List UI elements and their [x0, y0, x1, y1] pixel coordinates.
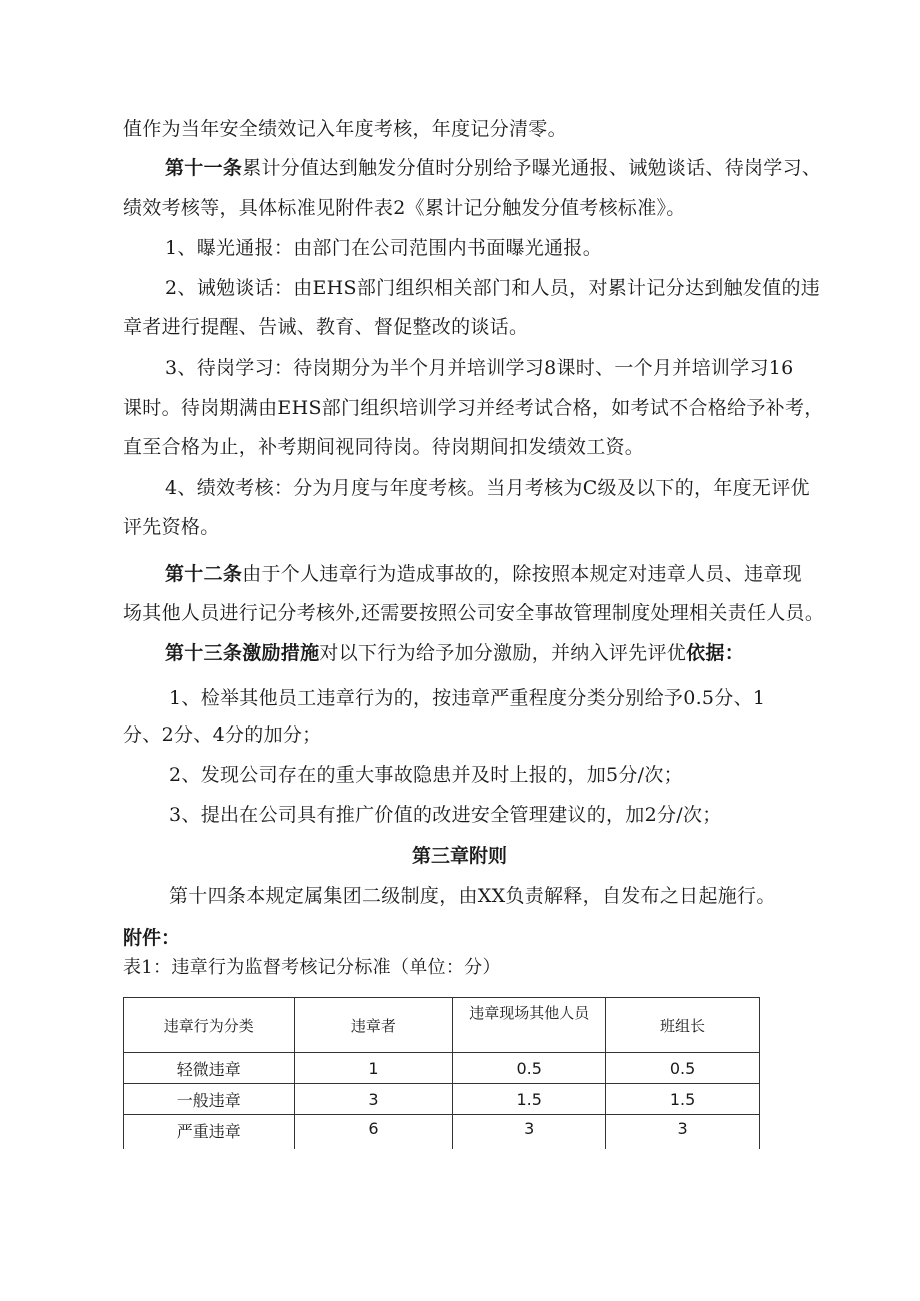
article-text: 累计分值达到触发分值时分别给予曝光通报、诫勉谈话、待岗学习、 [242, 157, 822, 179]
paragraph-line: 1、检举其他员工违章行为的，按违章严重程度分类分别给予0.5分、1 [169, 687, 766, 709]
table-cell: 1 [294, 1053, 453, 1084]
paragraph-line: 评先资格。 [123, 516, 220, 538]
article-11 [165, 155, 821, 181]
table-cell: 1.5 [606, 1084, 760, 1115]
table-cell: 一般违章 [124, 1084, 295, 1115]
article-number: 第十三条激励措施 [165, 642, 320, 664]
table-row [124, 1084, 760, 1115]
table-cell: 严重违章 [124, 1115, 295, 1150]
table-row [124, 1115, 760, 1150]
table-header-cell: 班组长 [606, 998, 760, 1053]
paragraph-line: 2、发现公司存在的重大事故隐患并及时上报的，加5分/次； [169, 764, 683, 786]
paragraph-line: 4、绩效考核：分为月度与年度考核。当月考核为C级及以下的，年度无评优 [165, 477, 810, 499]
paragraph-line: 直至合格为止，补考期间视同待岗。待岗期间扣发绩效工资。 [123, 436, 645, 458]
paragraph-line: 值作为当年安全绩效记入年度考核，年度记分清零。 [123, 118, 567, 140]
table-cell: 0.5 [606, 1053, 760, 1084]
table-cell: 0.5 [453, 1053, 606, 1084]
paragraph-line: 章者进行提醒、告诫、教育、督促整改的谈话。 [123, 316, 529, 338]
article-text: 对以下行为给予加分激励，并纳入评先评优 [319, 642, 687, 664]
attachment-label: 附件： [123, 927, 181, 949]
article-number: 第十一条 [165, 157, 243, 179]
article-text: 由于个人违章行为造成事故的，除按照本规定对违章人员、违章现 [242, 563, 802, 585]
table-header-cell: 违章者 [294, 998, 453, 1053]
article-13 [165, 640, 744, 666]
paragraph-line: 分、2分、4分的加分； [123, 724, 322, 746]
table-caption: 表1：违章行为监督考核记分标准（单位：分） [123, 957, 501, 978]
table-cell: 3 [453, 1115, 606, 1150]
paragraph-line: 第十四条本规定属集团二级制度，由XX负责解释，自发布之日起施行。 [169, 885, 776, 907]
paragraph-line: 3、待岗学习：待岗期分为半个月并培训学习8课时、一个月并培训学习16 [165, 357, 794, 379]
score-table [123, 997, 760, 1149]
article-12 [165, 561, 802, 587]
chapter-title: 第三章附则 [412, 845, 508, 867]
paragraph-line: 3、提出在公司具有推广价值的改进安全管理建议的，加2分/次； [169, 804, 722, 826]
table-header-cell: 违章行为分类 [124, 998, 295, 1053]
paragraph-line: 2、诫勉谈话：由EHS部门组织相关部门和人员，对累计记分达到触发值的违 [165, 277, 821, 299]
table-cell: 3 [294, 1084, 453, 1115]
paragraph-line: 绩效考核等，具体标准见附件表2《累计记分触发分值考核标准》。 [123, 197, 686, 219]
article-text-bold: 依据： [686, 642, 745, 664]
table-header-row [124, 998, 760, 1053]
table-row [124, 1053, 760, 1084]
table-cell: 1.5 [453, 1084, 606, 1115]
table-cell: 6 [294, 1115, 453, 1150]
paragraph-line: 1、曝光通报：由部门在公司范围内书面曝光通报。 [165, 237, 602, 259]
table-header-cell: 违章现场其他人员 [453, 998, 606, 1053]
table-cell: 轻微违章 [124, 1053, 295, 1084]
table-cell: 3 [606, 1115, 760, 1150]
paragraph-line: 场其他人员进行记分考核外,还需要按照公司安全事故管理制度处理相关责任人员。 [123, 602, 825, 624]
article-number: 第十二条 [165, 563, 243, 585]
paragraph-line: 课时。待岗期满由EHS部门组织培训学习并经考试合格，如考试不合格给予补考， [123, 397, 824, 419]
